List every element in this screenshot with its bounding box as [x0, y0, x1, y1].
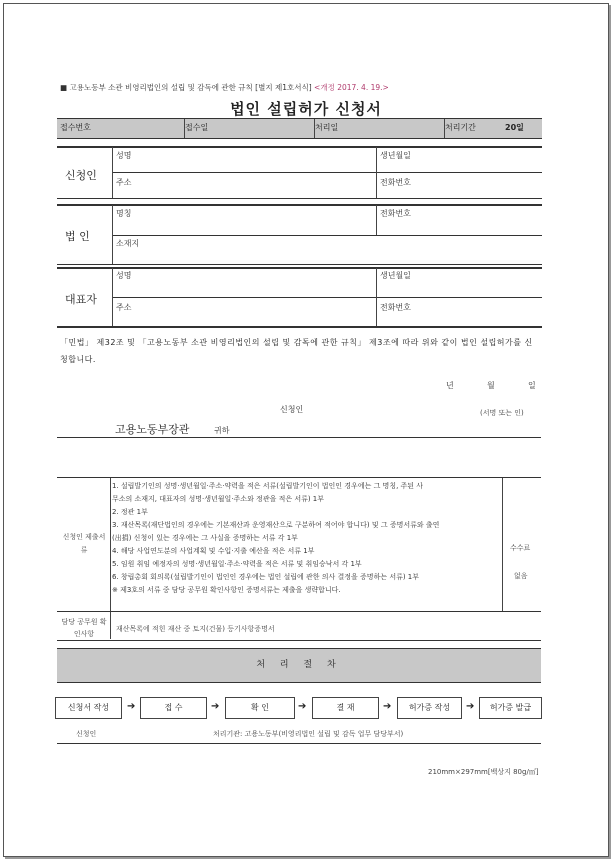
arrow-icon: ➔ — [466, 701, 475, 712]
representative-address-field[interactable]: 주소 — [116, 303, 132, 312]
arrow-icon: ➔ — [383, 701, 392, 712]
paper-spec: 210mm×297mm[백상지 80g/㎡] — [428, 768, 539, 776]
date-day-label: 일 — [528, 381, 536, 390]
receipt-number-label: 접수번호 — [60, 123, 91, 132]
fee-label: 수수료 — [510, 544, 531, 552]
signature-hint[interactable]: (서명 또는 인) — [480, 409, 524, 417]
procedure-processor-label: 처리기관: 고용노동부(비영리법인 설립 및 감독 업무 담당부서) — [213, 730, 404, 738]
representative-birth-field[interactable]: 생년월일 — [380, 271, 411, 280]
step-check: 확 인 — [225, 697, 295, 719]
officer-check-label: 담당 공무원 확인사항 — [61, 618, 107, 638]
applicant-docs-label: 신청인 제출서류 — [62, 533, 106, 554]
applicant-address-field[interactable]: 주소 — [116, 178, 132, 187]
representative-section-label: 대표자 — [65, 293, 97, 306]
date-year-label: 년 — [446, 381, 454, 390]
date-month-label: 월 — [487, 381, 495, 390]
receipt-bar — [57, 118, 542, 139]
corporation-name-field[interactable]: 명칭 — [116, 209, 132, 218]
representative-phone-field[interactable]: 전화번호 — [380, 303, 411, 312]
applicant-birth-field[interactable]: 생년월일 — [380, 151, 411, 160]
required-documents-list — [112, 480, 500, 597]
corporation-location-field[interactable]: 소재지 — [116, 239, 140, 248]
step-apply: 신청서 작성 — [55, 697, 122, 719]
applicant-name-field[interactable]: 성명 — [116, 151, 132, 160]
representative-name-field[interactable]: 성명 — [116, 271, 132, 280]
list-item: 6. 창립총회 회의록(설립발기인이 법인인 경우에는 법인 설립에 관한 의사 결정을 증명하는 서류) 1부 — [112, 573, 420, 581]
officer-check-text: 재산목록에 적힌 재산 중 토지(건물) 등기사항증명서 — [116, 625, 275, 633]
arrow-icon: ➔ — [211, 701, 220, 712]
list-item: (出捐) 신청이 있는 경우에는 그 사실을 증명하는 서류 각 1부 — [112, 534, 298, 542]
arrow-icon: ➔ — [298, 701, 307, 712]
step-permit-issue: 허가증 발급 — [479, 697, 542, 719]
step-approval: 결 재 — [312, 697, 379, 719]
applicant-section-label: 신청인 — [65, 169, 97, 182]
list-item: 1. 설립발기인의 성명·생년월일·주소·약력을 적은 서류(설립발기인이 법인인 경우에는 그 명칭, 주된 사 — [112, 482, 424, 490]
procedure-applicant-label: 신청인 — [76, 730, 97, 738]
list-item: 2. 정관 1부 — [112, 508, 148, 516]
list-item: ※ 제3호의 서류 중 담당 공무원 확인사항인 증명서류는 제출을 생략합니다. — [112, 586, 341, 594]
procedure-title: 처 리 절 차 — [57, 648, 541, 683]
fee-value: 없음 — [514, 572, 528, 580]
receipt-date-label: 접수일 — [185, 123, 209, 132]
recipient-title: 고용노동부장관 — [115, 423, 190, 436]
declaration-text: 「민법」 제32조 및 「고용노동부 소관 비영리법인의 설립 및 감독에 관한 규칙」 제3조에 따라 위와 같이 법인 설립허가를 신청합니다. — [60, 338, 533, 364]
processing-period-value: 20일 — [505, 123, 524, 132]
revision-note: <개정 2017. 4. 19.> — [314, 83, 389, 92]
processing-period-label: 처리기간 — [445, 123, 476, 132]
form-reference: ■ 고용노동부 소관 비영리법인의 설립 및 감독에 관한 규칙 [별지 제1호서식] <개정 2017. 4. 19.> — [60, 83, 389, 92]
processing-date-label: 처리일 — [315, 123, 339, 132]
step-permit-write: 허가증 작성 — [397, 697, 462, 719]
arrow-icon: ➔ — [127, 701, 136, 712]
list-item: 5. 임원 취임 예정자의 성명·생년월일·주소·약력을 적은 서류 및 취임승낙서 각 1부 — [112, 560, 362, 568]
signer-label: 신청인 — [280, 405, 304, 414]
list-item: 3. 재산목록(재단법인의 경우에는 기본재산과 운영재산으로 구분하여 적어야 합니다) 및 그 증명서류와 출연 — [112, 521, 440, 529]
list-item: 4. 해당 사업연도분의 사업계획 및 수입·지출 예산을 적은 서류 1부 — [112, 547, 315, 555]
corporation-section-label: 법 인 — [65, 230, 90, 243]
list-item: 무소의 소재지, 대표자의 성명·생년월일·주소와 정관을 적은 서류) 1부 — [112, 495, 325, 503]
corporation-phone-field[interactable]: 전화번호 — [380, 209, 411, 218]
step-receipt: 접 수 — [140, 697, 207, 719]
page-title: 법인 설립허가 신청서 — [230, 100, 382, 118]
recipient-suffix: 귀하 — [214, 426, 230, 435]
applicant-phone-field[interactable]: 전화번호 — [380, 178, 411, 187]
